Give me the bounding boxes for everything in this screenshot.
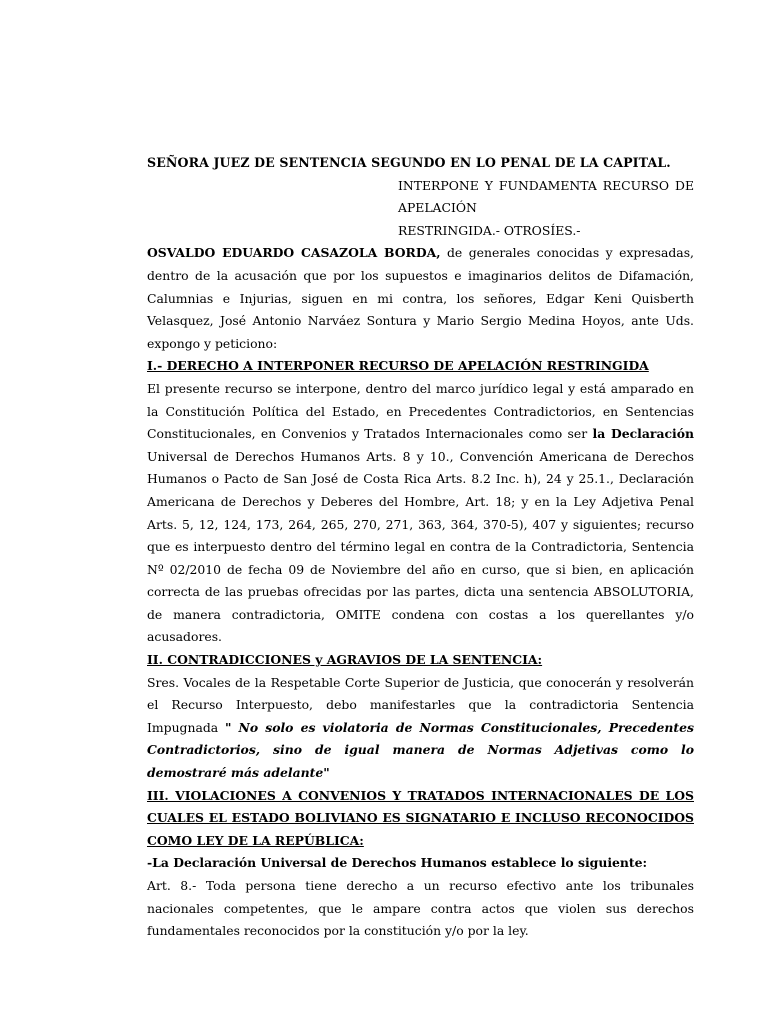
reference-block — [398, 175, 694, 243]
section-2-heading: II. CONTRADICCIONES y AGRAVIOS DE LA SENTENCIA: — [147, 652, 543, 668]
section-3-heading — [147, 785, 694, 853]
reference-line-2: RESTRINGIDA.- OTROSÍES.- — [398, 222, 581, 238]
section-2-paragraph — [147, 672, 694, 785]
addressee-line: SEÑORA JUEZ DE SENTENCIA SEGUNDO EN LO PENAL DE LA CAPITAL. — [147, 155, 671, 170]
section-1-text-b: Universal de Derechos Humanos Arts. 8 y 10., Convención Americana de Derechos Humanos o Pacto de San José de Costa Rica Arts. 8.2 Inc. h), 24 y 25.1., Declaración Americana de Derechos y Deberes del Hombre, Art. 18; y en la Ley Adjetiva Penal Arts. 5, 12, 124, 173, 264, 265, 270, 271, 363, 364, 370-5), 407 y siguientes; recurso que es interpuesto dentro del término legal en contra de la Contradictoria, Sentencia Nº 02/2010 de fecha 09 de Noviembre del año en curso, que si bien, en aplicación correcta de las pruebas ofrecidas por las partes, dicta una sentencia ABSOLUTORIA, de manera contradictoria, OMITE condena con costas a los querellantes y/o acusadores. — [147, 448, 694, 645]
intro-paragraph — [147, 242, 694, 355]
section-2-text: Sres. Vocales de la Respetable Corte Superior de Justicia, que conocerán y resolverán el Recurso Interpuesto, debo manifestarles que la contradictoria Sentencia Impugnada — [147, 674, 694, 735]
article-8-paragraph: Art. 8.- Toda persona tiene derecho a un recurso efectivo ante los tribunales nacionales competentes, que le ampare contra actos que violen sus derechos fundamentales reconocidos por la constitución y/o por la ley. — [147, 878, 694, 939]
intro-text: de generales conocidas y expresadas, dentro de la acusación que por los supuestos e imaginarios delitos de Difamación, Calumnias e Injurias, siguen en mi contra, los señores, Edgar Keni Quisberth Velasquez, José Antonio Narváez Sontura y Mario Sergio Medina Hoyos, ante Uds. expongo y peticiono: — [147, 245, 694, 351]
section-1-bold: la Declaración — [592, 426, 694, 442]
section-2-quote: " No solo es violatoria de Normas Constitucionales, Precedentes Contradictorios, sino de igual manera de Normas Adjetivas como lo demostraré más adelante" — [147, 719, 694, 781]
reference-line-1: INTERPONE Y FUNDAMENTA RECURSO DE APELACIÓN — [398, 177, 694, 216]
section-1-heading: I.- DERECHO A INTERPONER RECURSO DE APELACIÓN RESTRINGIDA — [147, 358, 649, 374]
section-1-paragraph — [147, 378, 694, 649]
section-1-text-a: El presente recurso se interpone, dentro del marco jurídico legal y está amparado en la Constitución Política del Estado, en Precedentes Contradictorios, en Sentencias Constitucionales, en Convenios y Tratados Internacionales como ser — [147, 380, 694, 442]
section-3-subheading: -La Declaración Universal de Derechos Humanos establece lo siguiente: — [147, 855, 648, 871]
section-3-heading-text: III. VIOLACIONES A CONVENIOS Y TRATADOS INTERNACIONALES DE LOS CUALES EL ESTADO BOLIVIANO ES SIGNATARIO E INCLUSO RECONOCIDOS COMO LEY DE LA REPÚBLICA: — [147, 787, 694, 848]
petitioner-name: OSVALDO EDUARDO CASAZOLA BORDA, — [147, 245, 441, 261]
